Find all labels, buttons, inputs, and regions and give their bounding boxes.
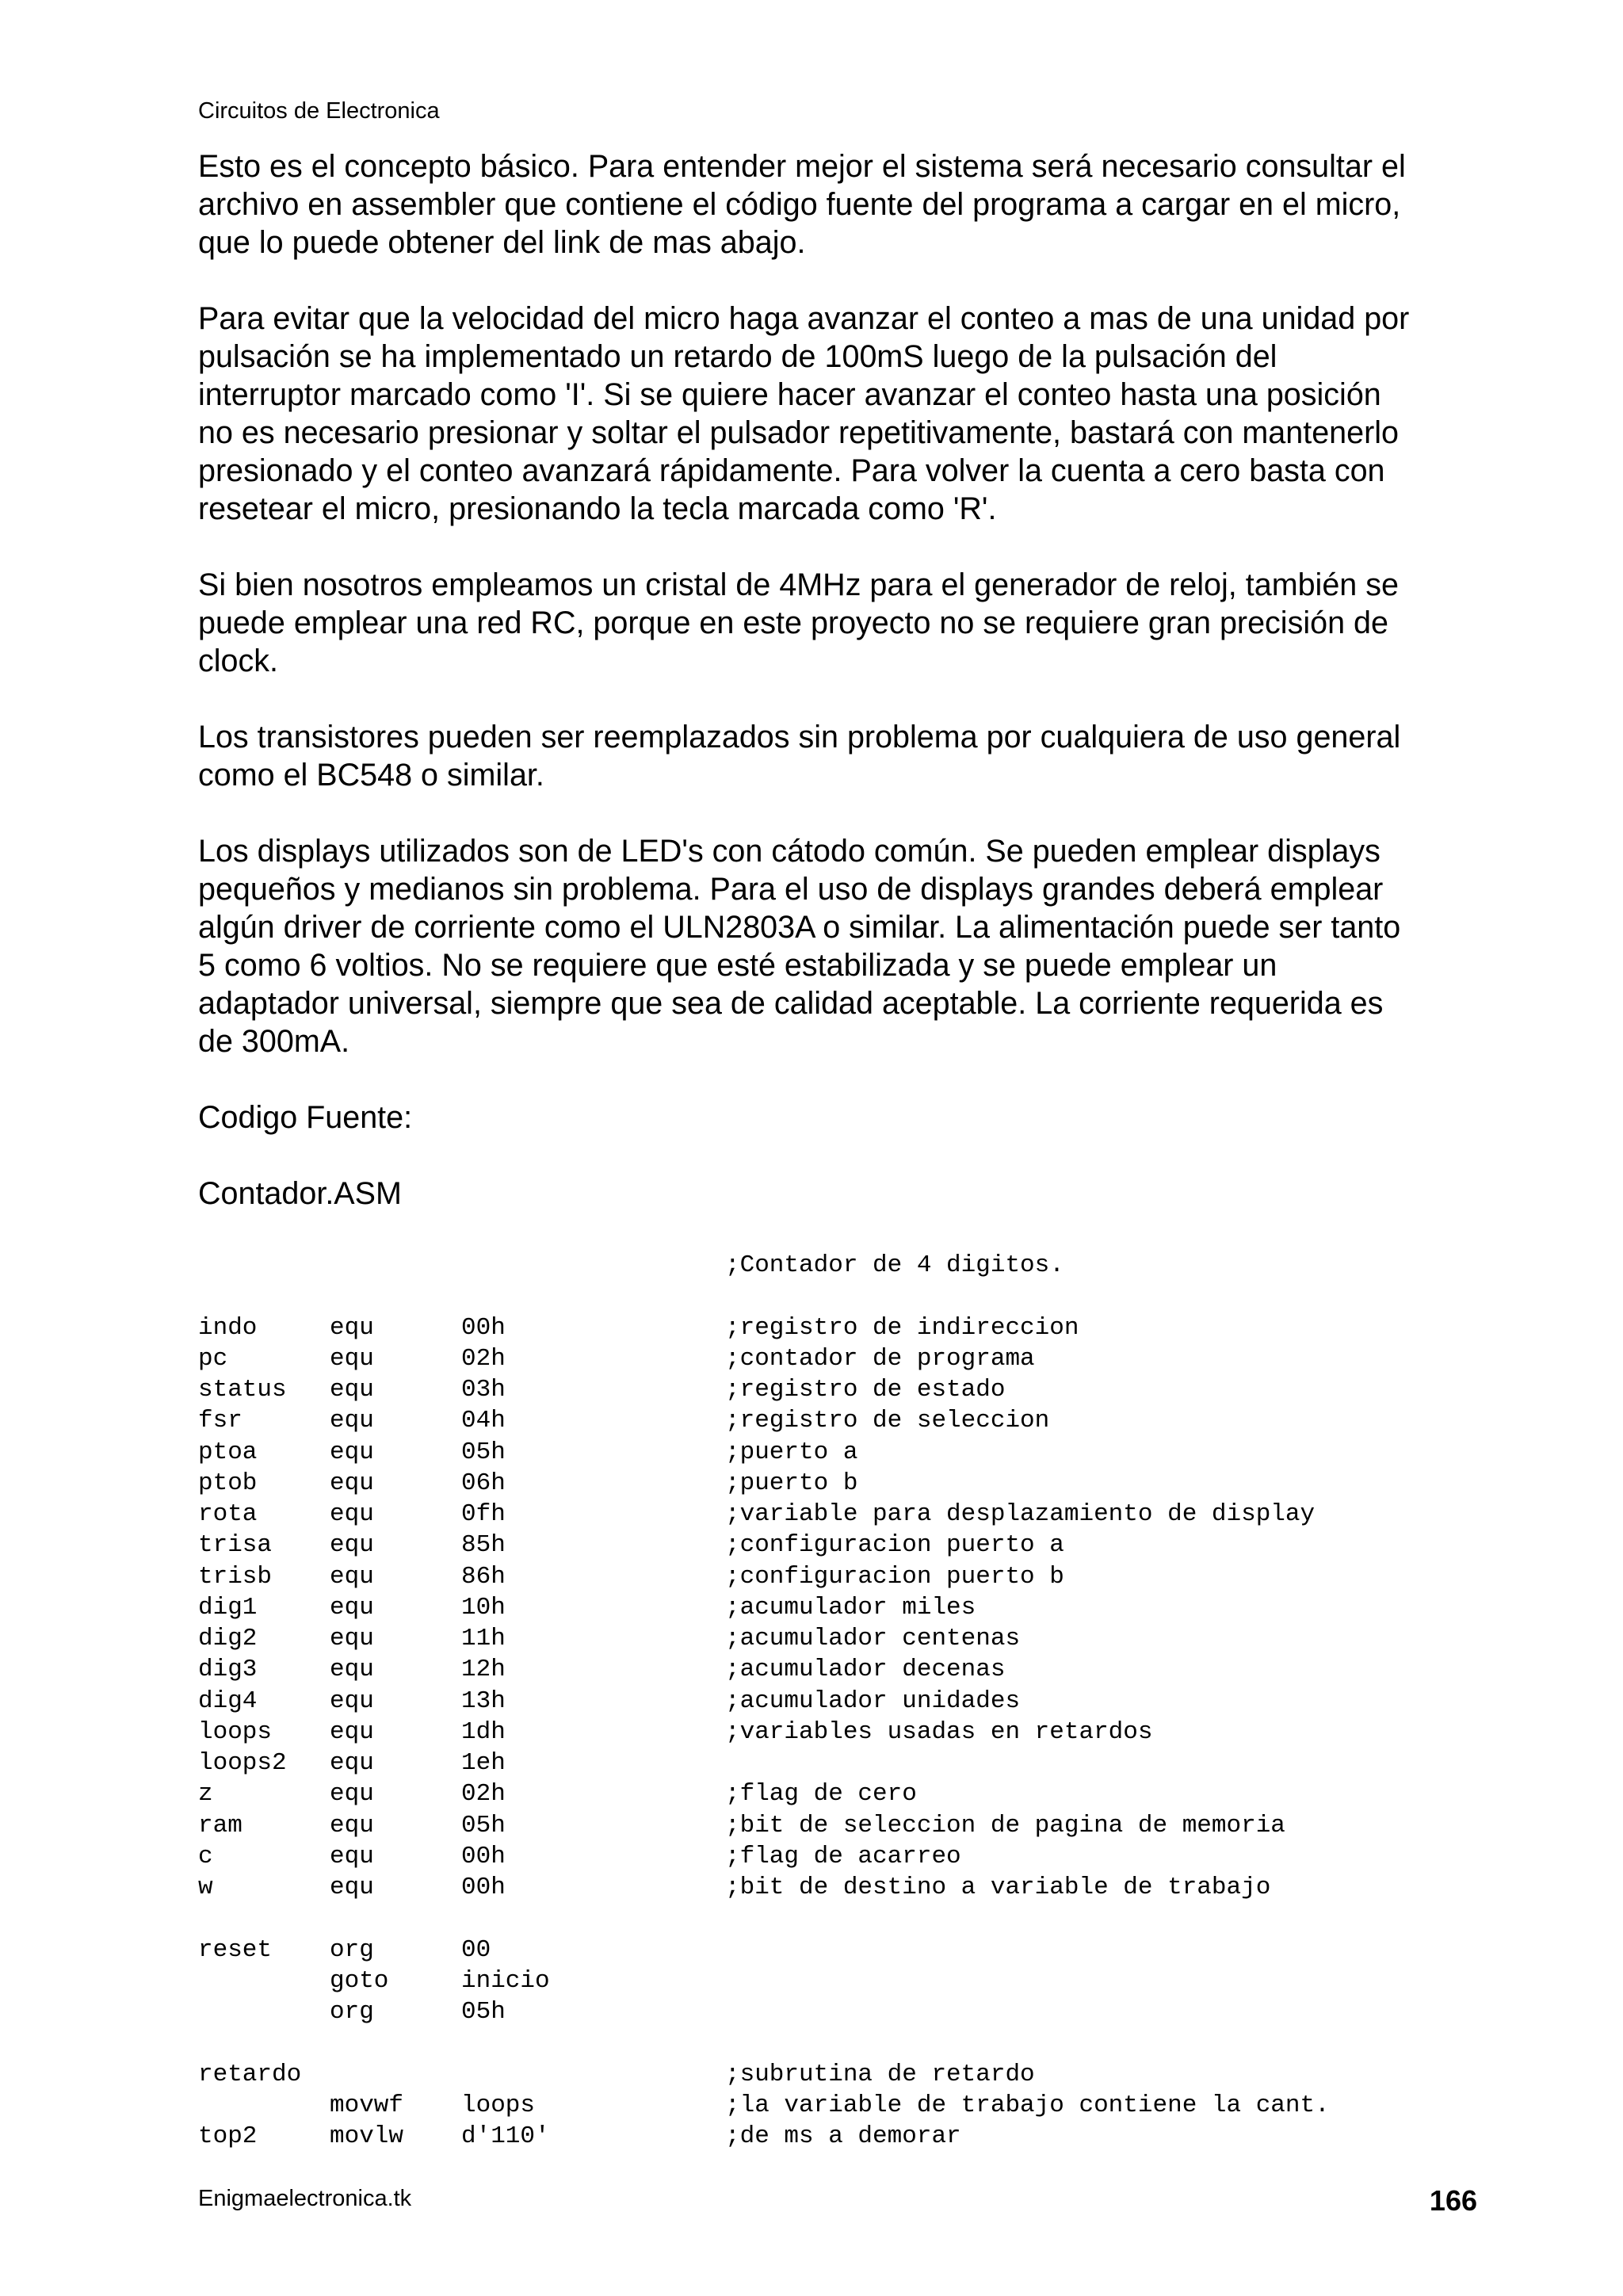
code-line	[198, 1935, 1330, 1966]
code-label: trisa	[198, 1531, 273, 1560]
code-comment: ;acumulador centenas	[725, 1625, 1021, 1652]
code-operand: 00h	[461, 1874, 506, 1901]
code-mnemonic: equ	[330, 1593, 374, 1622]
code-label: retardo	[198, 2060, 302, 2088]
code-operand: 00	[461, 1935, 491, 1964]
code-label: ptoa	[198, 1438, 258, 1466]
code-line	[198, 1405, 1330, 1436]
code-line	[198, 1437, 1330, 1468]
code-mnemonic: equ	[330, 1625, 374, 1652]
code-mnemonic: org	[330, 1935, 374, 1964]
code-comment: ;puerto a	[725, 1438, 858, 1466]
code-comment: ;registro de seleccion	[725, 1407, 1050, 1435]
code-operand: loops	[461, 2091, 536, 2119]
body-text	[198, 147, 1482, 1251]
code-line	[198, 1717, 1330, 1748]
code-comment: ;de ms a demorar	[725, 2122, 961, 2150]
code-operand: 02h	[461, 1780, 506, 1809]
code-mnemonic: equ	[330, 1344, 374, 1373]
code-label: z	[198, 1780, 213, 1809]
code-comment: ;bit de seleccion de pagina de memoria	[725, 1811, 1285, 1839]
code-label: dig2	[198, 1625, 258, 1652]
code-label: loops2	[198, 1749, 287, 1777]
code-line	[198, 1841, 1330, 1872]
section-heading-source: Codigo Fuente:	[198, 1100, 413, 1135]
code-operand: inicio	[461, 1966, 550, 1995]
code-comment: ;flag de cero	[725, 1780, 917, 1809]
code-operand: 1eh	[461, 1749, 506, 1777]
code-line	[198, 1778, 1330, 1809]
code-line	[198, 2090, 1330, 2121]
code-line	[198, 1592, 1330, 1623]
running-header: Circuitos de Electronica	[198, 98, 440, 124]
paragraph: Los displays utilizados son de LED's con cátodo común. Se pueden emplear displays pequeños y medianos sin problema. Para el uso de displays grandes deberá emplear algún driver de corriente como el ULN2803A o similar. La alimentación puede ser tanto 5 como 6 voltios. No se requiere que esté estabilizada y se puede emplear un adaptador universal, siempre que sea de calidad aceptable. La corriente requerida es de 300mA.	[198, 834, 1401, 1059]
code-mnemonic: movwf	[330, 2091, 404, 2119]
code-operand: 04h	[461, 1407, 506, 1435]
code-label: ptob	[198, 1469, 258, 1497]
code-comment: ;acumulador decenas	[725, 1656, 1006, 1684]
code-operand: 05h	[461, 1811, 506, 1839]
code-mnemonic: equ	[330, 1842, 374, 1870]
footer-site: Enigmaelectronica.tk	[198, 2186, 412, 2211]
code-label: indo	[198, 1313, 258, 1342]
code-label: pc	[198, 1344, 228, 1373]
code-operand: 00h	[461, 1313, 506, 1342]
code-mnemonic: equ	[330, 1717, 374, 1746]
paragraph: Si bien nosotros empleamos un cristal de 4MHz para el generador de reloj, también se puede emplear una red RC, porque en este proyecto no se requiere gran precisión de clock.	[198, 567, 1399, 678]
code-operand: 12h	[461, 1656, 506, 1684]
code-operand: 10h	[461, 1593, 506, 1622]
code-operand: 05h	[461, 1998, 506, 2026]
code-line	[198, 2059, 1330, 2090]
code-comment: ;acumulador unidades	[725, 1687, 1021, 1715]
code-label: reset	[198, 1935, 273, 1964]
code-line	[198, 2121, 1330, 2152]
code-mnemonic: equ	[330, 1531, 374, 1560]
code-mnemonic: movlw	[330, 2122, 404, 2150]
code-mnemonic: equ	[330, 1687, 374, 1715]
code-line	[198, 1468, 1330, 1499]
code-line	[198, 1499, 1330, 1530]
code-mnemonic: equ	[330, 1376, 374, 1404]
code-operand: d'110'	[461, 2122, 550, 2150]
code-line	[198, 1561, 1330, 1592]
paragraph: Los transistores pueden ser reemplazados sin problema por cualquiera de uso general como el BC548 o similar.	[198, 720, 1401, 793]
code-comment: ;acumulador miles	[725, 1593, 976, 1622]
code-line	[198, 1996, 1330, 2027]
code-label: loops	[198, 1717, 273, 1746]
code-line	[198, 1312, 1330, 1343]
code-operand: 13h	[461, 1687, 506, 1715]
code-line	[198, 1374, 1330, 1405]
paragraph: Esto es el concepto básico. Para entender mejor el sistema será necesario consultar el archivo en assembler que contiene el código fuente del programa a cargar en el micro, que lo puede obtener del link de mas abajo.	[198, 149, 1406, 260]
code-label: top2	[198, 2122, 258, 2150]
code-operand: 0fh	[461, 1500, 506, 1528]
code-comment: ;Contador de 4 digitos.	[725, 1251, 1064, 1279]
code-line	[198, 1623, 1330, 1654]
code-line	[198, 1966, 1330, 1996]
code-mnemonic: equ	[330, 1438, 374, 1466]
code-mnemonic: equ	[330, 1562, 374, 1591]
code-line	[198, 1654, 1330, 1685]
code-label: status	[198, 1376, 287, 1404]
code-label: c	[198, 1842, 213, 1870]
code-comment: ;contador de programa	[725, 1344, 1035, 1373]
code-comment: ;variables usadas en retardos	[725, 1717, 1153, 1746]
code-mnemonic: equ	[330, 1656, 374, 1684]
code-mnemonic: org	[330, 1998, 374, 2026]
code-operand: 03h	[461, 1376, 506, 1404]
code-mnemonic: equ	[330, 1407, 374, 1435]
code-operand: 05h	[461, 1438, 506, 1466]
code-label: w	[198, 1874, 213, 1901]
code-line	[198, 2027, 1330, 2058]
code-comment: ;puerto b	[725, 1469, 858, 1497]
code-mnemonic: equ	[330, 1874, 374, 1901]
code-comment: ;configuracion puerto a	[725, 1531, 1064, 1560]
code-label: ram	[198, 1811, 242, 1839]
code-operand: 02h	[461, 1344, 506, 1373]
code-line	[198, 1903, 1330, 1934]
code-mnemonic: equ	[330, 1811, 374, 1839]
code-operand: 1dh	[461, 1717, 506, 1746]
code-operand: 11h	[461, 1625, 506, 1652]
code-line	[198, 1686, 1330, 1717]
code-comment: ;bit de destino a variable de trabajo	[725, 1874, 1271, 1901]
code-comment: ;la variable de trabajo contiene la cant.	[725, 2091, 1330, 2119]
section-heading-filename: Contador.ASM	[198, 1176, 402, 1211]
code-comment: ;variable para desplazamiento de display	[725, 1500, 1316, 1528]
code-comment: ;registro de indireccion	[725, 1313, 1079, 1342]
code-line	[198, 1343, 1330, 1374]
code-label: dig1	[198, 1593, 258, 1622]
paragraph: Para evitar que la velocidad del micro haga avanzar el conteo a mas de una unidad por pulsación se ha implementado un retardo de 100mS luego de la pulsación del interruptor marcado como 'I'. Si se quiere hacer avanzar el conteo hasta una posición no es necesario presionar y soltar el pulsador repetitivamente, bastará con mantenerlo presionado y el conteo avanzará rápidamente. Para volver la cuenta a cero basta con resetear el micro, presionando la tecla marcada como 'R'.	[198, 301, 1410, 526]
code-operand: 00h	[461, 1842, 506, 1870]
code-line	[198, 1810, 1330, 1841]
page-number: 166	[1429, 2184, 1477, 2217]
code-line	[198, 1250, 1330, 1281]
code-mnemonic: equ	[330, 1749, 374, 1777]
code-comment: ;configuracion puerto b	[725, 1562, 1064, 1591]
code-line	[198, 1281, 1330, 1312]
code-operand: 86h	[461, 1562, 506, 1591]
code-line	[198, 1530, 1330, 1561]
code-mnemonic: equ	[330, 1780, 374, 1809]
code-line	[198, 1748, 1330, 1778]
code-comment: ;registro de estado	[725, 1376, 1006, 1404]
code-label: dig3	[198, 1656, 258, 1684]
code-line	[198, 1872, 1330, 1903]
code-listing	[198, 1250, 1330, 2152]
code-mnemonic: equ	[330, 1500, 374, 1528]
code-comment: ;subrutina de retardo	[725, 2060, 1035, 2088]
code-operand: 06h	[461, 1469, 506, 1497]
code-label: fsr	[198, 1407, 242, 1435]
code-mnemonic: goto	[330, 1966, 389, 1995]
code-mnemonic: equ	[330, 1469, 374, 1497]
code-mnemonic: equ	[330, 1313, 374, 1342]
code-comment: ;flag de acarreo	[725, 1842, 961, 1870]
code-label: dig4	[198, 1687, 258, 1715]
code-label: trisb	[198, 1562, 273, 1591]
code-label: rota	[198, 1500, 258, 1528]
code-operand: 85h	[461, 1531, 506, 1560]
